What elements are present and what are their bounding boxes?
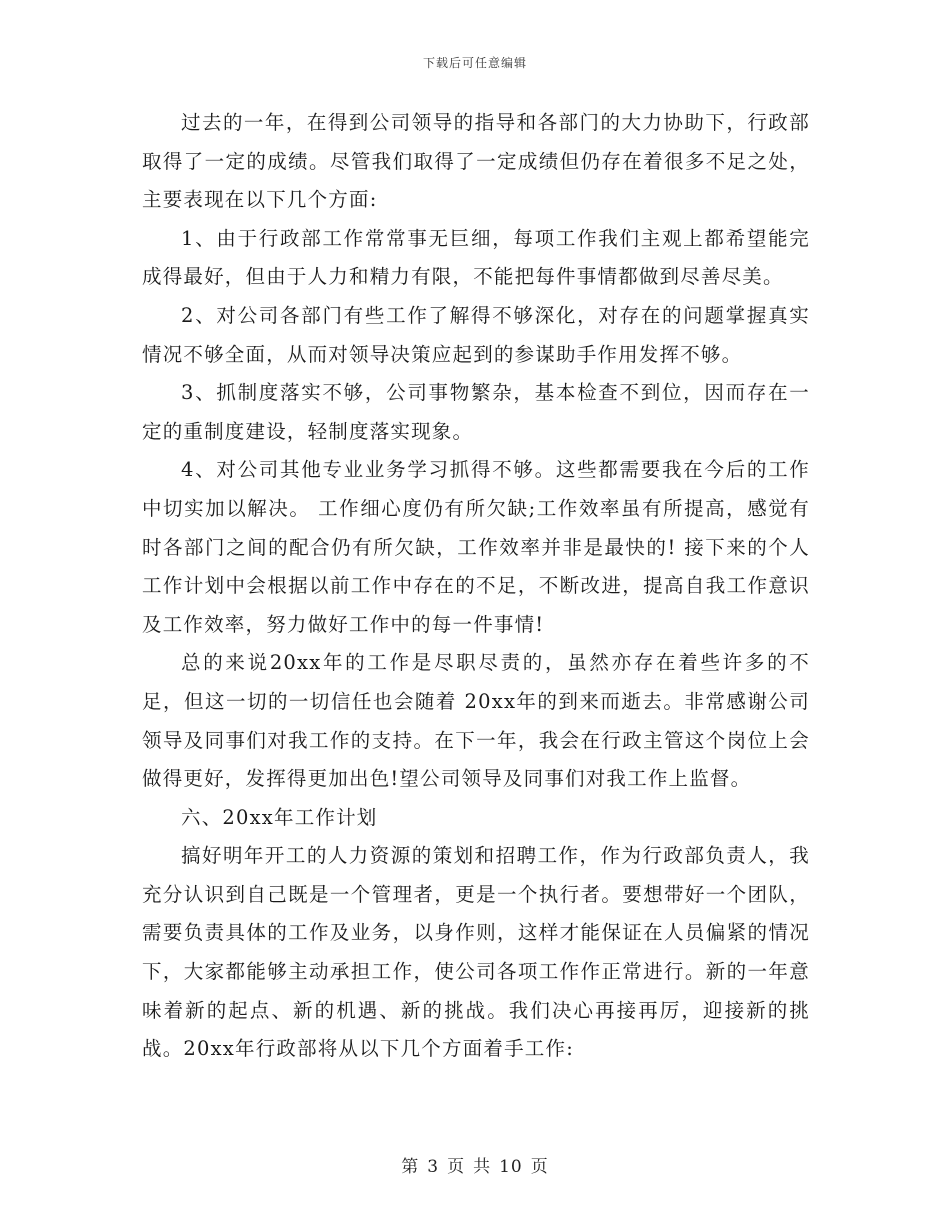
section-heading-work-plan: 六、20xx年工作计划 (181, 805, 378, 829)
paragraph-point-4: 4、对公司其他专业业务学习抓得不够。这些都需要我在今后的工作中切实加以解决。 工作细心度仍有所欠缺;工作效率虽有所提高，感觉有时各部门之间的配合仍有所欠缺，工作效率并非是最快的! 接下来的个人工作计划中会根据以前工作中存在的不足，不断改进，提高自我工作意识及工作效率，努力做好工作中的每一件事情! (142, 458, 810, 636)
paragraph-work-plan: 搞好明年开工的人力资源的策划和招聘工作，作为行政部负责人，我充分认识到自己既是一个管理者，更是一个执行者。要想带好一个团队，需要负责具体的工作及业务，以身作则，这样才能保证在人员偏紧的情况下，大家都能够主动承担工作，使公司各项工作作正常进行。新的一年意味着新的起点、新的机遇、新的挑战。我们决心再接再厉，迎接新的挑战。20xx年行政部将从以下几个方面着手工作: (142, 844, 810, 1061)
footer-prefix: 第 (401, 1157, 420, 1177)
total-page-count: 10 (499, 1157, 523, 1177)
header-note: 下载后可任意编辑 (422, 56, 527, 70)
paragraph-point-3: 3、抓制度落实不够，公司事物繁杂，基本检查不到位，因而存在一定的重制度建设，轻制度落实现象。 (142, 381, 810, 443)
paragraph-conclusion: 总的来说20xx年的工作是尽职尽责的，虽然亦存在着些许多的不足，但这一切的一切信任也会随着 20xx年的到来而逝去。非常感谢公司领导及同事们对我工作的支持。在下一年，我会在行政主管这个岗位上会做得更好，发挥得更加出色!望公司领导及同事们对我工作上监督。 (142, 651, 810, 791)
footer-page-word: 页 (447, 1157, 466, 1177)
paragraph-point-2: 2、对公司各部门有些工作了解得不够深化，对存在的问题掌握真实情况不够全面，从而对领导决策应起到的参谋助手作用发挥不够。 (142, 303, 810, 366)
footer-suffix: 页 (530, 1157, 549, 1177)
current-page-number: 3 (427, 1157, 440, 1177)
paragraph-summary: 过去的一年，在得到公司领导的指导和各部门的大力协助下，行政部取得了一定的成绩。尽管我们取得了一定成绩但仍存在着很多不足之处，主要表现在以下几个方面: (142, 111, 810, 212)
footer-total-word: 共 (473, 1157, 492, 1177)
paragraph-point-1: 1、由于行政部工作常常事无巨细，每项工作我们主观上都希望能完成得最好，但由于人力和精力有限，不能把每件事情都做到尽善尽美。 (142, 226, 810, 289)
page-footer (0, 1152, 950, 1177)
document-body (142, 104, 810, 1069)
